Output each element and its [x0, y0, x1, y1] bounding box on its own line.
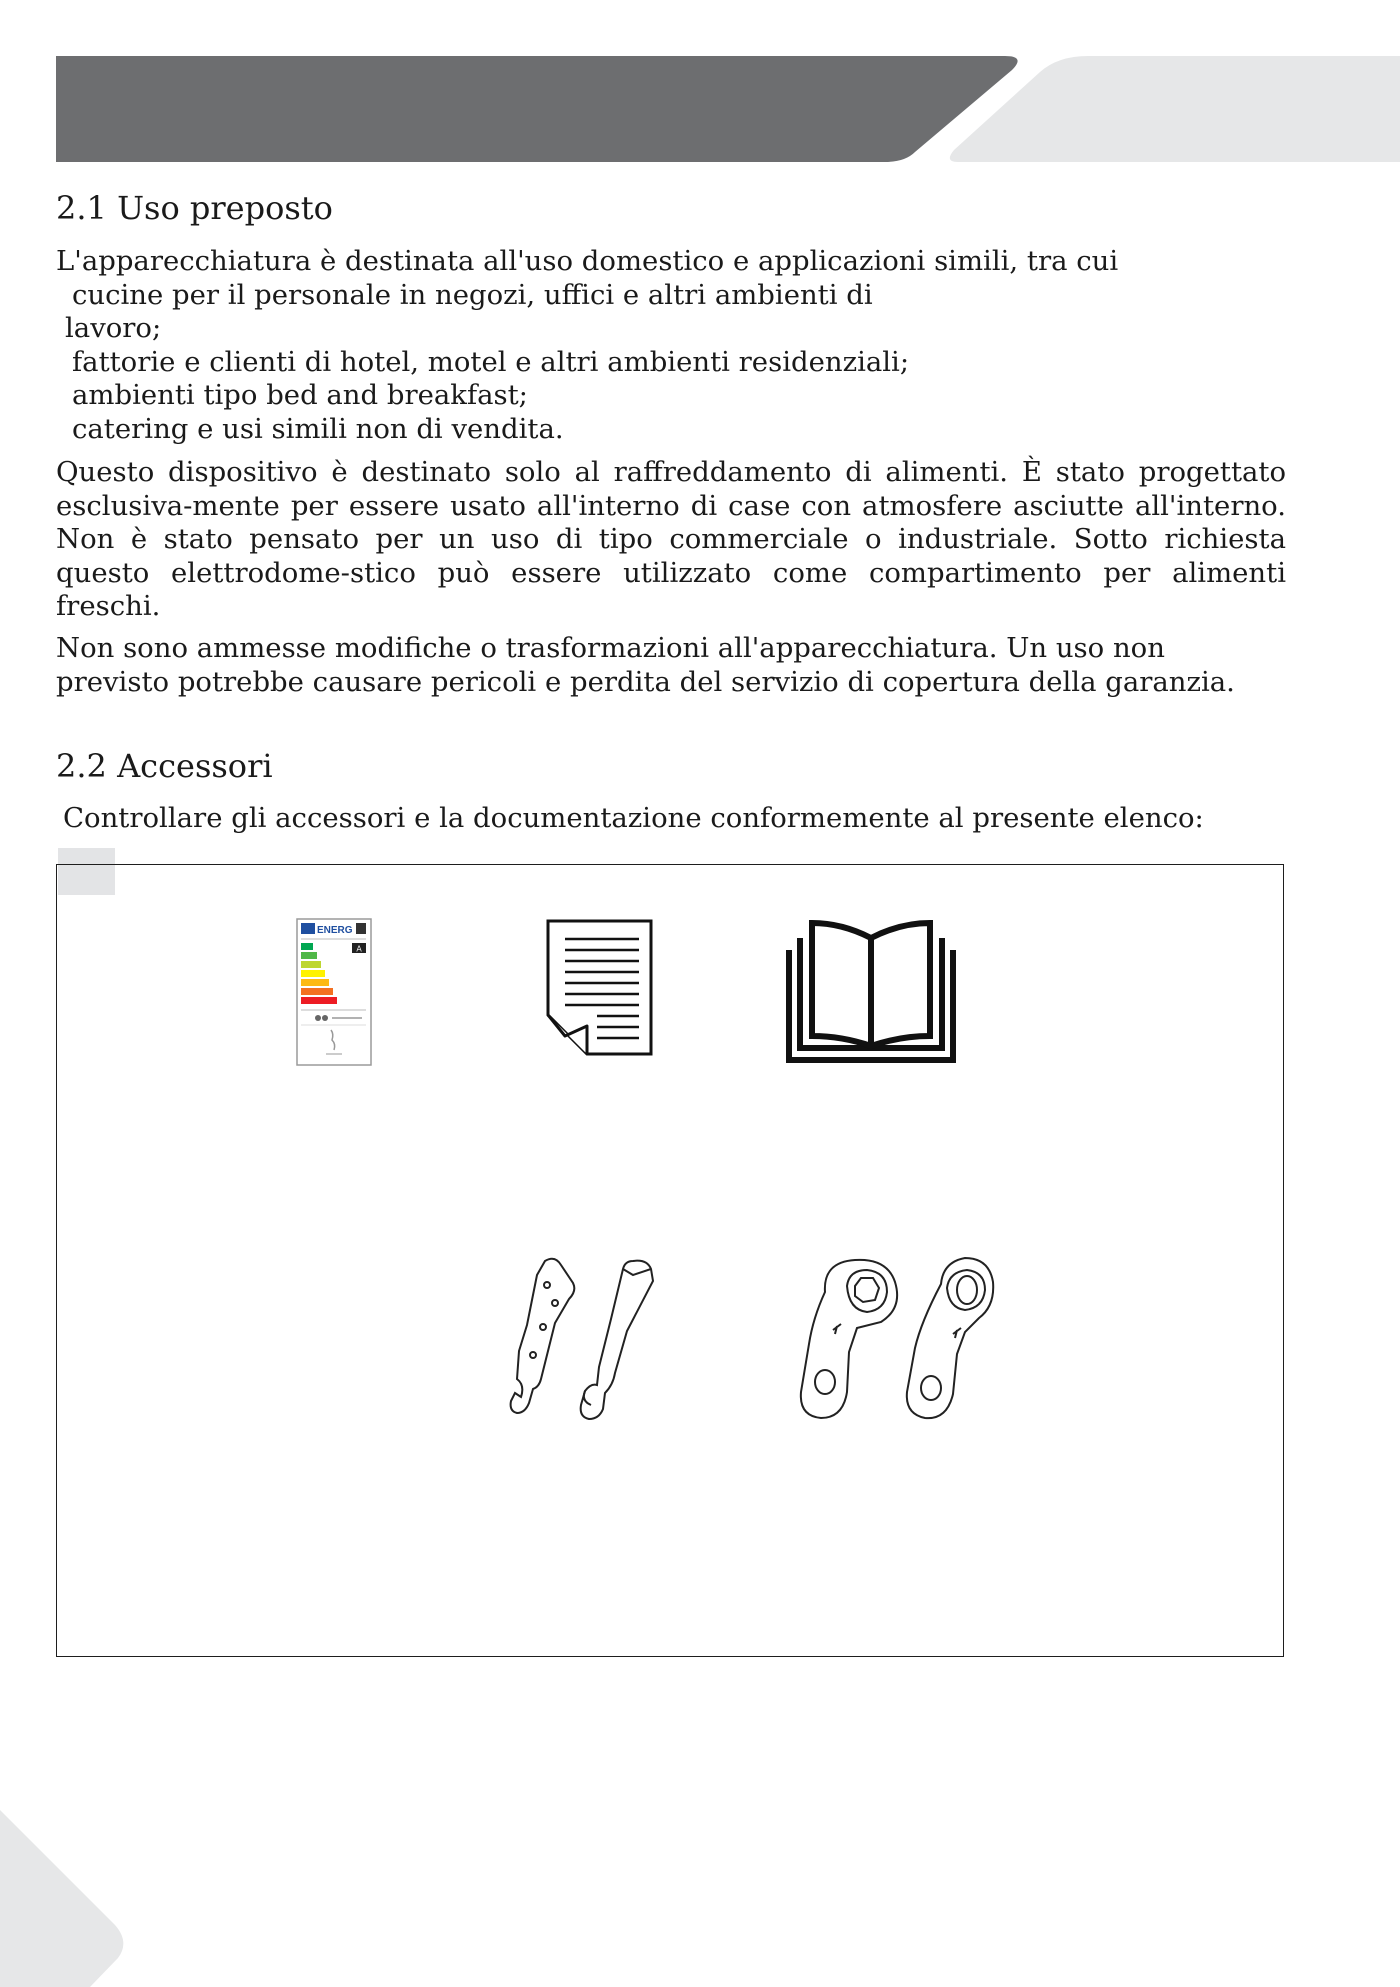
- intro-line: L'apparecchiatura è destinata all'uso domestico e applicazioni simili, tra cui: [56, 245, 1119, 277]
- door-stopper-hinges-icon: [795, 1252, 1005, 1424]
- intro-list-item: cucine per il personale in negozi, uffici e altri ambienti di: [72, 278, 873, 311]
- section-heading-accessori: 2.2 Accessori: [56, 747, 273, 785]
- accessories-box: [56, 864, 1284, 1657]
- energy-label-text: ENERG: [317, 925, 353, 936]
- paragraph-line: esclusiva-mente per essere usato all'interno di case con atmosfere asciutte all'interno.: [56, 489, 1286, 522]
- paragraph-line: freschi.: [56, 590, 161, 622]
- intended-use-intro: [56, 245, 1118, 446]
- section-heading-uso-preposto: 2.1 Uso preposto: [56, 189, 333, 227]
- intro-list-item: catering e usi simili non di vendita.: [72, 412, 564, 445]
- paragraph-line: previsto potrebbe causare pericoli e perdita del servizio di copertura della garanzia.: [56, 665, 1235, 698]
- header-band: [0, 0, 1400, 170]
- intro-list-item: lavoro;: [65, 312, 162, 344]
- paragraph-line: Non è stato pensato per un uso di tipo commerciale o industriale. Sotto richiesta: [56, 523, 1286, 555]
- paragraph-line: Non sono ammesse modifiche o trasformazioni all'apparecchiatura. Un uso non: [56, 632, 1165, 664]
- warranty-document-icon: [545, 918, 655, 1058]
- paragraph-line: Questo dispositivo è destinato solo al raffreddamento di alimenti. È stato progettato: [56, 456, 1286, 488]
- header-light-band: [950, 56, 1400, 162]
- door-hinge-brackets-icon: [505, 1255, 665, 1420]
- corner-decoration: [0, 1810, 140, 1987]
- accessories-intro: Controllare gli accessori e la documentazione conformemente al presente elenco:: [63, 802, 1204, 834]
- paragraph-line: questo elettrodome-stico può essere utilizzato come compartimento per alimenti: [56, 556, 1286, 589]
- energy-class-letter: A: [356, 944, 362, 954]
- intended-use-paragraph-2: [56, 456, 1286, 624]
- intro-list-item: ambienti tipo bed and breakfast;: [72, 379, 528, 411]
- header-dark-band: [56, 56, 1018, 162]
- user-manual-icon: [786, 918, 956, 1064]
- energy-label-icon: [296, 918, 376, 1068]
- intended-use-paragraph-3: [56, 632, 1235, 699]
- intro-list-item: fattorie e clienti di hotel, motel e altri ambienti residenziali;: [72, 345, 910, 378]
